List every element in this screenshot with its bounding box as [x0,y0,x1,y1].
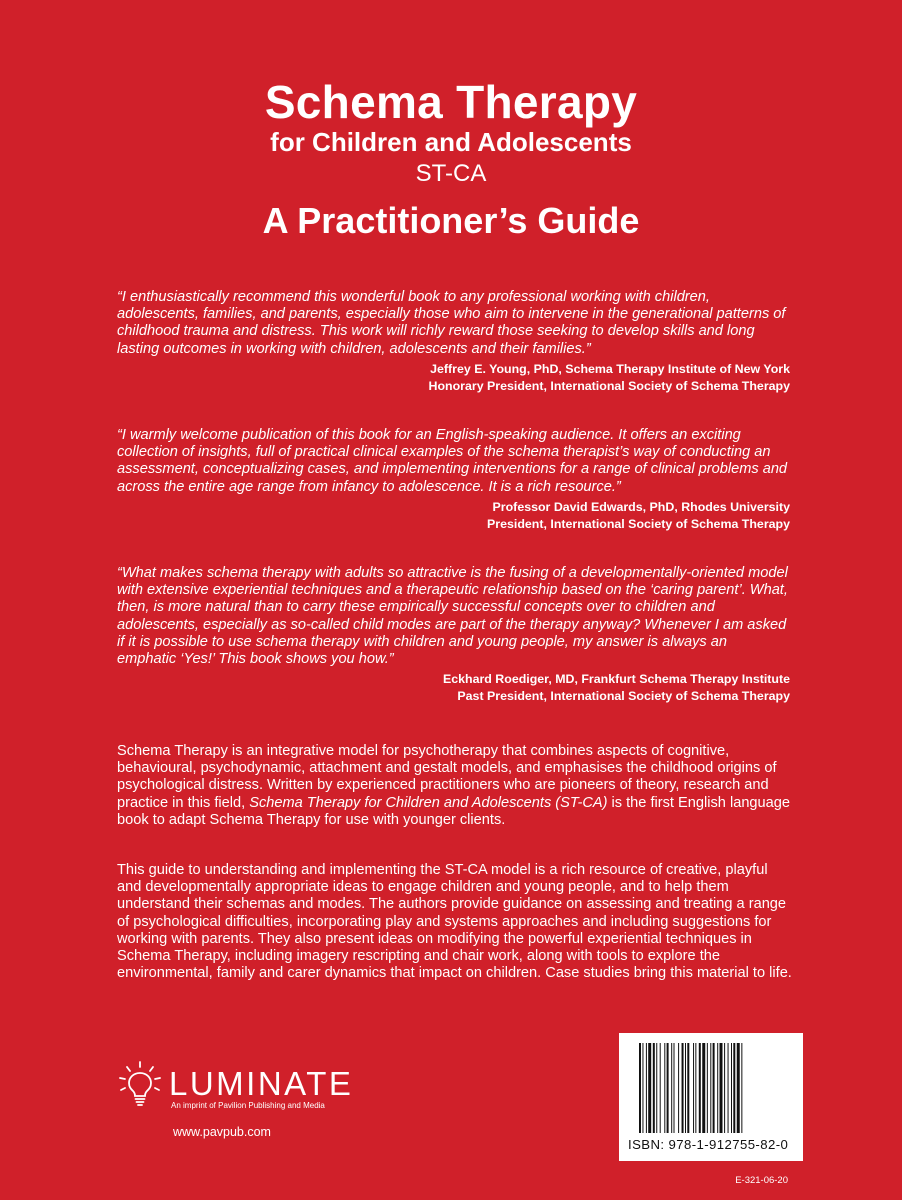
endorsement-2 [117,427,790,533]
barcode-bar [682,1043,684,1133]
endorsement-attribution [117,499,790,533]
book-abbreviation: ST-CA [415,160,487,187]
endorsement-quote: “What makes schema therapy with adults so attractive is the fusing of a developmentally-oriented model with extensive experiential techniques and a therapeutic relationship based on the ‘caring parent’. What, then, is more natural than to carry these empirically successful concepts over to children and adolescents, especially as so-called child modes are part of the therapy anyway? Whenever I am asked if it is possible to use schema therapy with children and young people, my answer is always an emphatic ‘Yes!’ This book shows you how.” [117,565,788,668]
endorsement-author-role: Honorary President, International Society of Schema Therapy [428,378,790,393]
endorsement-1 [117,289,790,395]
endorsement-author: Eckhard Roediger, MD, Frankfurt Schema Therapy Institute [442,672,790,687]
barcode-bar [717,1043,718,1133]
endorsement-author: Jeffrey E. Young, PhD, Schema Therapy Institute of New York [430,361,790,376]
barcode-bar [710,1043,711,1133]
endorsement-author-role: Past President, International Society of Schema Therapy [457,689,790,704]
barcode-bar [653,1043,655,1133]
endorsement-author: Professor David Edwards, PhD, Rhodes University [492,499,790,514]
barcode-bar [713,1043,715,1133]
description-text: Schema Therapy is an integrative model for psychotherapy that combines aspects of cognitive, behavioural, psychodynamic, attachment and gestalt models, and emphasises the childhood origins of psychological distress. Written by experienced practitioners who are pioneers of theory, research and practice in this field, [117,743,777,811]
publisher-name: LUMINATE [169,1065,354,1102]
isbn-label: ISBN: 978-1-912755-82-0 [628,1137,789,1152]
product-code: E-321-06-20 [735,1175,788,1186]
barcode-bar [648,1043,651,1133]
barcode-bar [724,1043,725,1133]
endorsement-attribution [117,671,790,705]
endorsement-3 [117,565,790,705]
barcode-bar [664,1043,665,1133]
barcode-bar [667,1043,669,1133]
endorsement-attribution [117,361,790,395]
description-text: is the first English language book to adapt Schema Therapy for use with younger clients. [117,794,791,828]
barcode-bar [646,1043,647,1133]
lightbulb-icon [117,1060,163,1108]
endorsement-author-role: President, International Society of Schema Therapy [487,516,790,531]
barcode-bar [660,1043,661,1133]
barcode-bar [687,1043,689,1133]
barcode-bar [699,1043,701,1133]
book-title: Schema Therapy [264,76,638,128]
publisher-tagline: An imprint of Pavilion Publishing and Media [171,1101,325,1110]
barcode-bar [656,1043,657,1133]
barcode-bar [737,1043,740,1133]
barcode-bar [678,1043,679,1133]
book-subtitle: for Children and Adolescents [270,127,632,157]
barcode-bar [674,1043,675,1133]
description-paragraph-1 [117,743,793,829]
barcode-bar [702,1043,705,1133]
barcode-box [619,1033,803,1161]
barcode-bar [693,1043,694,1133]
barcode-image [639,1043,783,1133]
barcode-bar [741,1043,742,1133]
publisher-url[interactable]: www.pavpub.com [173,1125,271,1139]
barcode-bar [642,1043,643,1133]
barcode-bar [731,1043,732,1133]
barcode-bar [695,1043,696,1133]
title-block [0,75,902,243]
barcode-bar [728,1043,729,1133]
barcode-bar [685,1043,686,1133]
publisher-logo [117,1060,387,1120]
barcode-bar [671,1043,672,1133]
barcode-bar [707,1043,708,1133]
barcode-bar [733,1043,735,1133]
endorsement-quote: “I warmly welcome publication of this book for an English-speaking audience. It offers an exciting collection of insights, full of practical clinical examples of the schema therapist’s way of conducting an assessment, conceptualizing cases, and implementing interventions for a range of clinical problems and across the entire age range from infancy to adolescence. It is a rich resource.” [117,427,788,495]
barcode-bar [720,1043,723,1133]
book-title-inline: Schema Therapy for Children and Adolescents (ST-CA) [249,794,608,811]
book-guide-title: A Practitioner’s Guide [262,200,640,241]
description-paragraph-2: This guide to understanding and implementing the ST-CA model is a rich resource of creative, playful and developmentally appropriate ideas to engage children and young people, and to help them understand their schemas and modes. The authors provide guidance on assessing and treating a range of psychological difficulties, incorporating play and systems approaches and including suggestions for working with parents. They also present ideas on modifying the powerful experiential techniques in Schema Therapy, including imagery rescripting and chair work, along with tools to explore the environmental, family and carer dynamics that impact on children. Case studies bring this material to life. [117,862,792,982]
endorsement-quote: “I enthusiastically recommend this wonderful book to any professional working with children, adolescents, families, and parents, especially those who aim to intervene in the generational patterns of childhood trauma and distress. This work will richly reward those seeking to develop skills and long lasting outcomes in working with children, adolescents and their families.” [117,289,786,357]
barcode-bar [639,1043,641,1133]
